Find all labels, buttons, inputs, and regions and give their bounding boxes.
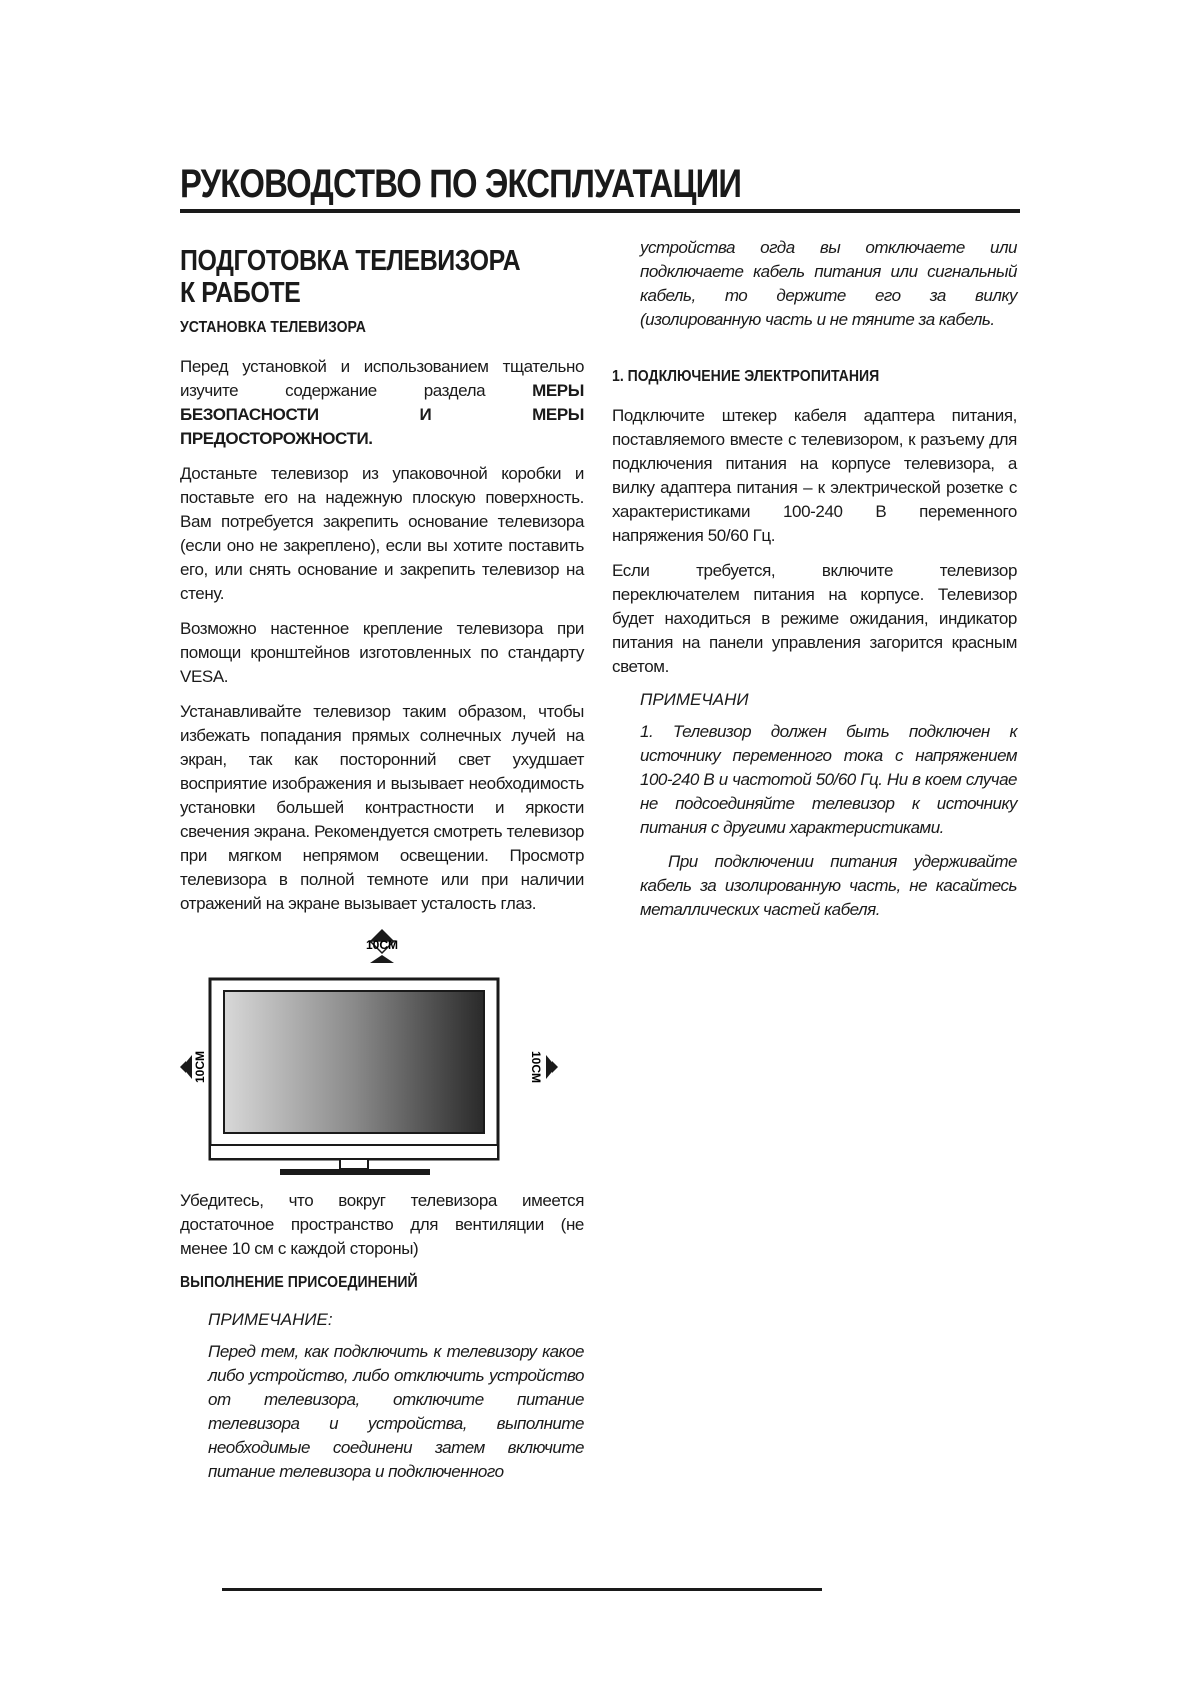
title-rule — [180, 209, 1020, 213]
paragraph-safety-text: Перед установкой и использованием тщательно изучите содержание раздела — [180, 357, 584, 400]
note-continuation-text: устройства огда вы отключаете или подключаете кабель питания или сигнальный кабель, то держите его за вилку (изолированную часть и не тяните за кабель. — [640, 238, 1017, 329]
right-column — [612, 236, 1017, 932]
note-connect-text: Перед тем, как подключить к телевизору какое либо устройство, либо отключить устройство от телевизора, отключите питание телевизора и устройства, выполните необходимые соединени затем включите питание телевизора и подключенного — [208, 1342, 584, 1481]
subheading-connect: ВЫПОЛНЕНИЕ ПРИСОЕДИНЕНИЙ — [180, 1274, 418, 1291]
paragraph-placement: Устанавливайте телевизор таким образом, чтобы избежать попадания прямых солнечных лучей на экран, так как посторонний свет ухудшает восприятие изображения и вызывает необходимость установки большей контрастности и яркости свечения экрана. Рекомендуется смотреть телевизор при мягком непрямом освещении. Просмотр телевизора в полной темноте или при наличии отражений на экране вызывает усталость глаз. — [180, 702, 584, 913]
tv-clearance-diagram — [180, 927, 584, 1177]
section-title-line1: ПОДГОТОВКА ТЕЛЕВИЗОРА — [180, 245, 521, 277]
paragraph-safety-bold: МЕРЫ БЕЗОПАСНОСТИ И МЕРЫ ПРЕДОСТОРОЖНОСТИ. — [180, 381, 584, 448]
paragraph-ventilation: Убедитесь, что вокруг телевизора имеется достаточное пространство для вентиляции (не менее 10 см с каждой стороны) — [180, 1191, 584, 1258]
bottom-rule — [222, 1588, 822, 1591]
right-clearance-label: 10CM — [529, 1050, 543, 1084]
left-clearance-label: 10CM — [193, 1050, 207, 1084]
tv-screen — [224, 991, 484, 1133]
paragraph-safety — [180, 355, 584, 451]
tv-bottom-bezel — [210, 1145, 498, 1159]
paragraph-unpack: Достаньте телевизор из упаковочной коробки и поставьте его на надежную плоскую поверхность. Вам потребуется закрепить основание телевизора (если оно не закреплено), если вы хотите поставить его, или снять основание и закрепить телевизор на стену. — [180, 464, 584, 603]
subheading-power: 1. ПОДКЛЮЧЕНИЕ ЭЛЕКТРОПИТАНИЯ — [612, 368, 880, 385]
tv-stand-base — [280, 1169, 430, 1175]
top-clearance-label: 10CM — [365, 938, 399, 952]
note-power-1: 1. Телевизор должен быть подключен к источнику переменного тока с напряжением 100-240 В и частотой 50/60 Гц. Ни в коем случае не подсоединяйте телевизор к источнику питания с другими характеристиками. — [640, 722, 1017, 837]
right-arrow-icon — [546, 1055, 558, 1079]
section-title — [180, 245, 583, 309]
left-column — [180, 236, 584, 1494]
note-continuation — [612, 236, 1017, 332]
note-connect — [180, 1310, 584, 1484]
note-connect-title: ПРИМЕЧАНИЕ: — [208, 1310, 333, 1329]
tv-diagram-svg — [180, 927, 584, 1177]
paragraph-power-switch: Если требуется, включите телевизор переключателем питания на корпусе. Телевизор будет находиться в режиме ожидания, индикатор питания на панели управления загорится красным светом. — [612, 561, 1017, 676]
paragraph-vesa: Возможно настенное крепление телевизора при помощи кронштейнов изготовленных по стандарту VESA. — [180, 619, 584, 686]
tv-stand-neck — [340, 1159, 368, 1169]
paragraph-power-connect: Подключите штекер кабеля адаптера питания, поставляемого вместе с телевизором, к разъему для подключения питания на корпусе телевизора, а вилку адаптера питания – к электрической розетке с характеристиками 100-240 В переменного напряжения 50/60 Гц. — [612, 406, 1017, 545]
subheading-install: УСТАНОВКА ТЕЛЕВИЗОРА — [180, 319, 366, 336]
note-power — [612, 690, 1017, 922]
left-arrow-icon — [180, 1055, 192, 1079]
section-title-line2: К РАБОТЕ — [180, 277, 301, 309]
note-power-title: ПРИМЕЧАНИ — [640, 690, 749, 709]
note-power-2: При подключении питания удерживайте кабель за изолированную часть, не касайтесь металлических частей кабеля. — [640, 852, 1017, 919]
page-title: РУКОВОДСТВО ПО ЭКСПЛУАТАЦИИ — [180, 162, 742, 206]
